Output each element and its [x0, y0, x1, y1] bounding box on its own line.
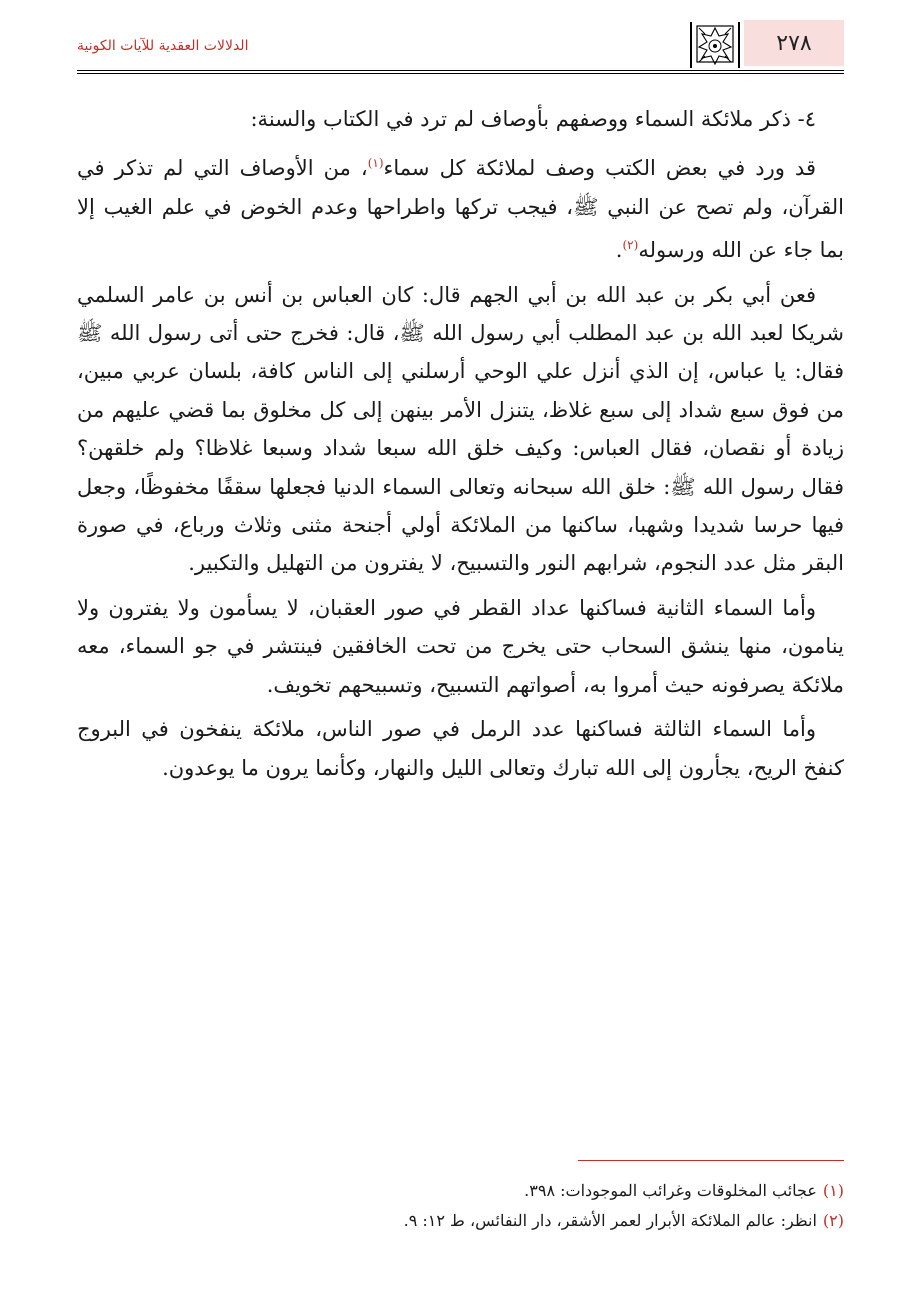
footnote-1-text: عجائب المخلوقات وغرائب الموجودات: ٣٩٨. — [524, 1181, 817, 1200]
footnote-ref-2[interactable]: (٢) — [622, 238, 639, 253]
footnote-ref-1[interactable]: (١) — [367, 156, 384, 171]
running-title: الدلالات العقدية للآيات الكونية — [77, 38, 249, 54]
paragraph-4: وأما السماء الثالثة فساكنها عدد الرمل في صور الناس، ملائكة ينفخون في البروج كنفخ الريح، يجأرون إلى الله تبارك وتعالى الليل والنهار، وكأنما يرون ما يوعدون. — [77, 717, 844, 780]
footnote-2 — [77, 1206, 844, 1236]
paragraph-1 — [77, 144, 844, 269]
page-header — [77, 20, 844, 72]
paragraph-1-text: قد ورد في بعض الكتب وصف لملائكة كل سماء — [383, 156, 816, 181]
ornament-icon — [690, 22, 740, 68]
page-number: ٢٧٨ — [744, 20, 844, 66]
page-body — [77, 100, 844, 793]
footnote-divider — [578, 1160, 844, 1161]
footnote-1 — [77, 1176, 844, 1206]
paragraph-1-end: . — [615, 238, 623, 263]
paragraph-1-text-2: ، من الأوصاف التي لم تذكر في القرآن، ولم تصح عن النبي ﷺ، فيجب تركها واطراحها وعدم الخوض في علم الغيب إلا بما جاء عن الله ورسوله — [77, 156, 844, 263]
paragraph-2: فعن أبي بكر بن عبد الله بن أبي الجهم قال: كان العباس بن أنس بن عامر السلمي شريكا لعبد الله بن عبد المطلب أبي رسول الله ﷺ، قال: فخرج حتى أتى رسول الله ﷺ فقال: يا عباس، إن الذي أنزل علي الوحي أرسلني إلى الناس كافة، بلسان عربي مبين، من فوق سبع شداد إلى سبع غلاظ، يتنزل الأمر بينهن إلى كل مخلوق بما قضي عليهم من زيادة أو نقصان، فقال العباس: وكيف خلق الله سبعا شداد وسبعا غلاظا؟ ولم خلقهن؟ فقال رسول الله ﷺ: خلق الله سبحانه وتعالى السماء الدنيا فجعلها سقفًا مخفوظًا، وجعل فيها حرسا شديدا وشهبا، ساكنها من الملائكة أولي أجنحة مثنى وثلاث ورباع، في صورة البقر مثل عدد النجوم، شرابهم النور والتسبيح، لا يفترون من التهليل والتكبير. — [77, 282, 844, 576]
paragraph-3: وأما السماء الثانية فساكنها عداد القطر في صور العقبان، لا يسأمون ولا يفترون ولا ينامون، منها ينشق السحاب حتى يخرج من تحت الخافقين فينتشر في جو السماء، معه ملائكة يصرفونه حيث أمروا به، أصواتهم التسبيح، وتسبيحهم تخويف. — [77, 595, 844, 697]
footnote-2-text: انظر: عالم الملائكة الأبرار لعمر الأشقر، دار النفائس، ط ١٢: ٩. — [403, 1211, 817, 1230]
footnote-2-number: (٢) — [822, 1211, 844, 1230]
footnotes — [77, 1176, 844, 1236]
section-heading: ٤- ذكر ملائكة السماء ووصفهم بأوصاف لم ترد في الكتاب والسنة: — [250, 107, 816, 131]
footnote-1-number: (١) — [822, 1181, 844, 1200]
header-divider — [77, 70, 844, 74]
